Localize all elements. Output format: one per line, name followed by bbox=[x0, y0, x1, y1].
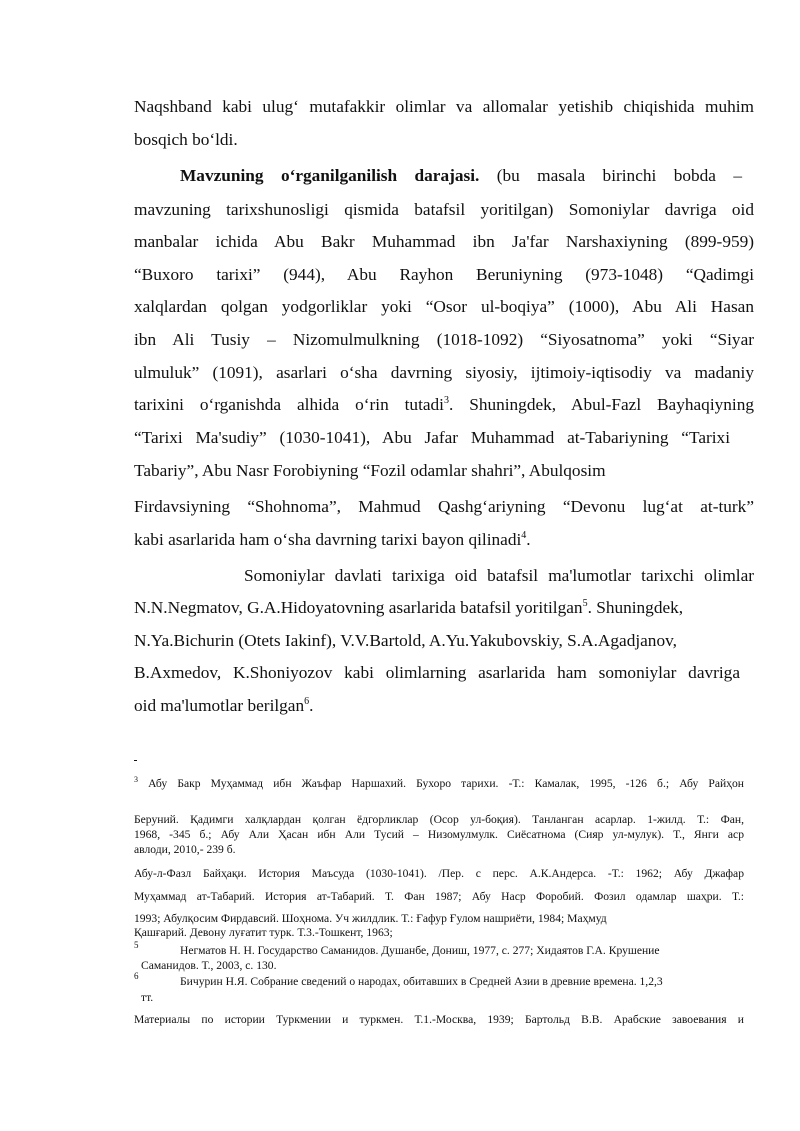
body-line bbox=[134, 362, 754, 384]
body-line bbox=[134, 662, 740, 684]
body-text: “Tarixi Ma'sudiy” (1030-1041), Abu Jafar Muhammad at-Tabariyning “Tarixi bbox=[134, 428, 730, 447]
footnote-line bbox=[134, 827, 744, 842]
body-text: Firdavsiyning “Shohnoma”, Mahmud Qashg‘ariyning “Devonu lug‘at at-turk” bbox=[134, 497, 754, 516]
body-text: B.Axmedov, K.Shoniyozov kabi olimlarning asarlarida ham somoniylar davriga bbox=[134, 663, 740, 682]
footnote-separator bbox=[134, 760, 137, 761]
footnote-text: 1993; Абулқосим Фирдавсий. Шоҳнома. Уч жилдлик. Т.: Ғафур Ғулом нашриёти, 1984; Маҳмуд bbox=[134, 912, 607, 925]
body-text: . Shuningdek, Abul-Fazl Bayhaqiyning bbox=[448, 395, 754, 414]
body-text: . bbox=[526, 530, 531, 549]
footnote-line bbox=[180, 943, 744, 958]
body-line bbox=[134, 231, 754, 253]
body-line bbox=[134, 329, 754, 351]
footnote-text: Беруний. Қадимги халқлардан қолган ёдгорликлар (Осор ул-боқия). Танланган асарлар. 1-жилд. Т.: Фан, bbox=[134, 813, 744, 826]
body-line bbox=[134, 129, 754, 151]
footnote-line bbox=[134, 1012, 744, 1027]
body-line bbox=[134, 529, 754, 551]
footnote-line bbox=[134, 812, 744, 827]
body-text: oid ma'lumotlar berilgan bbox=[134, 696, 305, 715]
body-text: kabi asarlarida ham o‘sha davrning tarixi bayon qilinadi bbox=[134, 530, 522, 549]
body-text: Tabariy”, Abu Nasr Forobiyning “Fozil odamlar shahri”, Abulqosim bbox=[134, 461, 606, 480]
body-text: “Buxoro tarixi” (944), Abu Rayhon Beruniyning (973-1048) “Qadimgi bbox=[134, 265, 754, 284]
body-text: N.N.Negmatov, G.A.Hidoyatovning asarlarida batafsil yoritilgan bbox=[134, 598, 583, 617]
body-text: Naqshband kabi ulug‘ mutafakkir olimlar va allomalar yetishib chiqishida muhim bbox=[134, 97, 754, 116]
body-line bbox=[134, 264, 754, 286]
body-line bbox=[134, 96, 754, 118]
footnote-ref: 3 bbox=[443, 395, 449, 407]
footnote-ref: 6 bbox=[304, 696, 310, 708]
body-text: . Shuningdek, bbox=[587, 598, 684, 617]
footnote-ref: 5 bbox=[582, 598, 588, 610]
footnote-text: Абу-л-Фазл Байҳақи. История Маъсуда (1030-1041). /Пер. с перс. А.К.Андерса. -Т.: 1962; Абу Джафар bbox=[134, 867, 744, 880]
body-line bbox=[134, 496, 754, 518]
footnote-line bbox=[141, 990, 751, 1005]
body-text: (bu masala birinchi bobda – bbox=[479, 166, 742, 185]
body-text: tarixini o‘rganishda alhida o‘rin tutadi bbox=[134, 395, 444, 414]
footnote-text: Бичурин Н.Я. Собрание сведений о народах, обитавших в Средней Азии в древние времена. 1,2,3 bbox=[180, 975, 663, 988]
footnote-line bbox=[134, 911, 744, 926]
body-text: manbalar ichida Abu Bakr Muhammad ibn Ja'far Narshaxiyning (899-959) bbox=[134, 232, 754, 251]
section-heading: Mavzuning o‘rganilganilish darajasi. bbox=[180, 166, 480, 185]
footnote-text: Негматов Н. Н. Государство Саманидов. Душанбе, Дониш, 1977, с. 277; Хидаятов Г.А. Крушение bbox=[180, 944, 660, 957]
body-text: xalqlardan qolgan yodgorliklar yoki “Osor ul-boqiya” (1000), Abu Ali Hasan bbox=[134, 297, 754, 316]
body-line bbox=[134, 460, 754, 482]
footnote-text: авлоди, 2010,- 239 б. bbox=[134, 843, 236, 856]
body-line bbox=[134, 695, 754, 717]
body-text: . bbox=[309, 696, 314, 715]
footnote-text: Абу Бакр Муҳаммад ибн Жаъфар Наршахий. Бухоро тарихи. -Т.: Камалак, 1995, -126 б.; Абу Райҳон bbox=[138, 777, 744, 790]
footnote-line bbox=[141, 958, 751, 973]
body-line bbox=[134, 296, 754, 318]
body-line bbox=[134, 630, 754, 652]
body-text: bosqich bo‘ldi. bbox=[134, 130, 238, 149]
body-text: ulmuluk” (1091), asarlari o‘sha davrning siyosiy, ijtimoiy-iqtisodiy va madaniy bbox=[134, 363, 754, 382]
body-line bbox=[134, 394, 754, 416]
body-line bbox=[180, 165, 742, 187]
footnote-line bbox=[134, 776, 744, 791]
footnote-ref: 4 bbox=[521, 530, 527, 542]
footnote-text: Саманидов. Т., 2003, с. 130. bbox=[141, 959, 277, 972]
footnote-text: тт. bbox=[141, 991, 154, 1004]
body-text: ibn Ali Tusiy – Nizomulmulkning (1018-1092) “Siyosatnoma” yoki “Siyar bbox=[134, 330, 754, 349]
footnote-number: 5 bbox=[134, 940, 139, 950]
body-text: N.Ya.Bichurin (Otets Iakinf), V.V.Bartold, A.Yu.Yakubovskiy, S.A.Agadjanov, bbox=[134, 631, 677, 650]
footnote-text: 1968, -345 б.; Абу Али Ҳасан ибн Али Тусий – Низомулмулк. Сиёсатнома (Сияр ул-мулук). Т., Янги аср bbox=[134, 828, 744, 841]
footnote-number: 6 bbox=[134, 971, 139, 981]
body-line bbox=[134, 199, 754, 221]
footnote-line bbox=[134, 889, 744, 904]
body-line bbox=[244, 565, 754, 587]
footnote-text: Қашғарий. Девону луғатит турк. Т.3.-Тошкент, 1963; bbox=[134, 926, 393, 939]
footnote-marker: 3 bbox=[134, 775, 138, 785]
footnote-text: Муҳаммад ат-Табарий. История ат-Табарий. Т. Фан 1987; Абу Наср Форобий. Фозил одамлар шаҳри. Т.: bbox=[134, 890, 744, 903]
footnote-line bbox=[134, 842, 744, 857]
body-text: mavzuning tarixshunosligi qismida batafsil yoritilgan) Somoniylar davriga oid bbox=[134, 200, 754, 219]
footnote-line bbox=[134, 866, 744, 881]
footnote-line bbox=[180, 974, 744, 989]
body-line bbox=[134, 427, 730, 449]
footnote-text: Материалы по истории Туркмении и туркмен. Т.1.-Москва, 1939; Бартольд В.В. Арабские завоевания и bbox=[134, 1013, 744, 1026]
body-text: Somoniylar davlati tarixiga oid batafsil ma'lumotlar tarixchi olimlar bbox=[244, 566, 754, 585]
body-line bbox=[134, 597, 754, 619]
footnote-line bbox=[134, 925, 744, 940]
